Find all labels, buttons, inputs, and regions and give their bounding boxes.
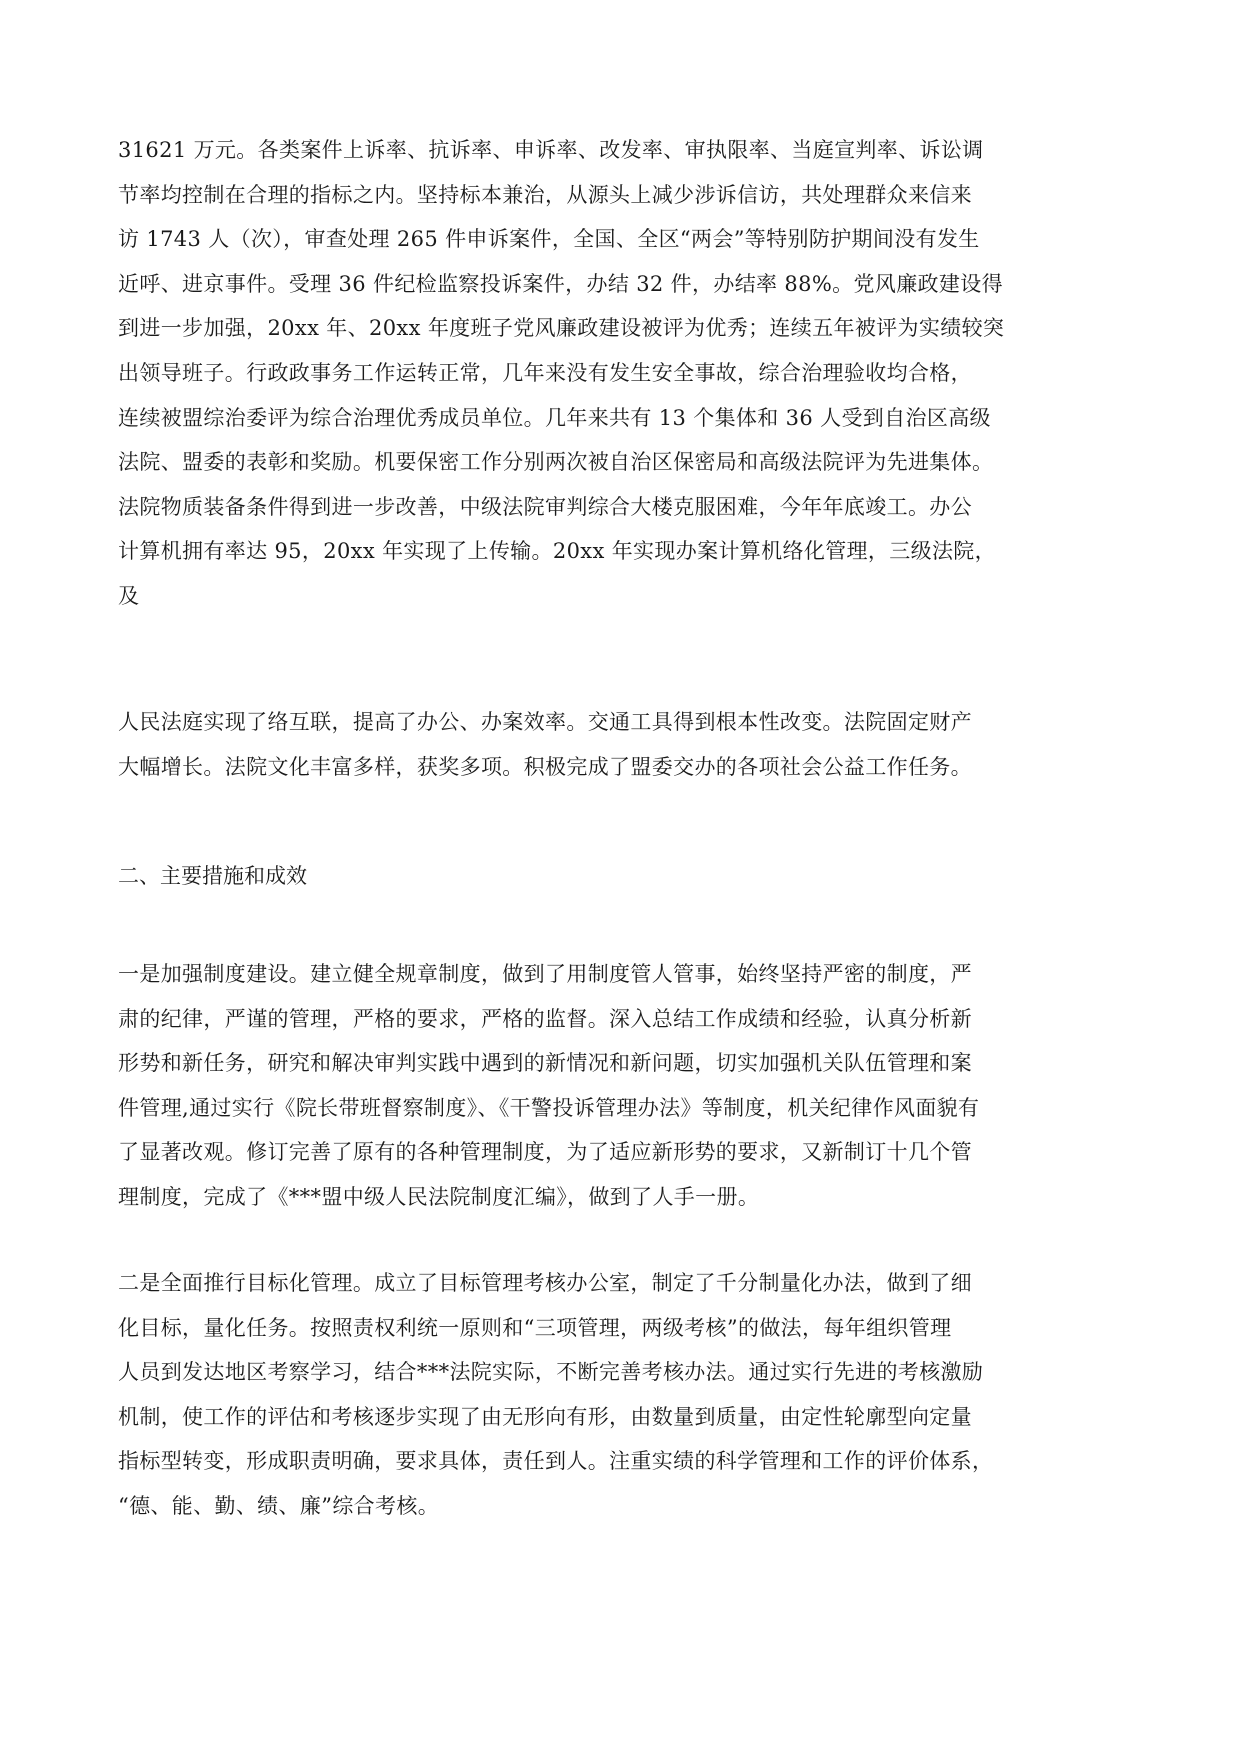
paragraph-3-line: 理制度，完成了《***盟中级人民法院制度汇编》，做到了人手一册。 [118, 1184, 760, 1209]
paragraph-3-line: 形势和新任务，研究和解决审判实践中遇到的新情况和新问题，切实加强机关队伍管理和案 [118, 1051, 972, 1076]
paragraph-4-line: “德、能、勤、绩、廉”综合考核。 [118, 1493, 440, 1518]
paragraph-1-line: 近呼、进京事件。受理 36 件纪检监察投诉案件，办结 32 件，办结率 88%。党风廉政建设得 [118, 271, 1003, 296]
paragraph-4-line: 化目标，量化任务。按照责权利统一原则和“三项管理，两级考核”的做法，每年组织管理 [118, 1315, 952, 1340]
paragraph-4-line: 二是全面推行目标化管理。成立了目标管理考核办公室，制定了千分制量化办法，做到了细 [118, 1271, 972, 1295]
paragraph-1-line: 到进一步加强，20xx 年、20xx 年度班子党风廉政建设被评为优秀；连续五年被评为实绩较突 [118, 316, 1005, 341]
paragraph-3-line: 一是加强制度建设。建立健全规章制度，做到了用制度管人管事，始终坚持严密的制度，严 [118, 962, 972, 986]
paragraph-1-line: 法院、盟委的表彰和奖励。机要保密工作分别两次被自治区保密局和高级法院评为先进集体。 [118, 450, 994, 475]
paragraph-2-line: 人民法庭实现了络互联，提高了办公、办案效率。交通工具得到根本性改变。法院固定财产 [118, 710, 972, 734]
paragraph-3 [118, 952, 1124, 1220]
paragraph-2-line: 大幅增长。法院文化丰富多样，获奖多项。积极完成了盟委交办的各项社会公益工作任务。 [118, 754, 972, 779]
paragraph-3-line: 件管理,通过实行《院长带班督察制度》、《干警投诉管理办法》等制度，机关纪律作风面貌有 [118, 1095, 980, 1120]
paragraph-1-line: 计算机拥有率达 95，20xx 年实现了上传输。20xx 年实现办案计算机络化管理，三级法院， [118, 539, 997, 564]
paragraph-1 [118, 128, 1124, 619]
paragraph-1-line: 法院物质装备条件得到进一步改善，中级法院审判综合大楼克服困难，今年年底竣工。办公 [118, 494, 972, 519]
paragraph-1-line: 及 [118, 583, 140, 608]
paragraph-1-line: 连续被盟综治委评为综合治理优秀成员单位。几年来共有 13 个集体和 36 人受到自治区高级 [118, 405, 991, 430]
paragraph-2 [118, 700, 1124, 789]
paragraph-1-line: 31621 万元。各类案件上诉率、抗诉率、申诉率、改发率、审执限率、当庭宣判率、诉讼调 [118, 138, 984, 162]
section-heading: 二、主要措施和成效 [118, 864, 307, 888]
paragraph-4-line: 指标型转变，形成职责明确，要求具体，责任到人。注重实绩的科学管理和工作的评价体系， [118, 1449, 994, 1474]
paragraph-1-line: 节率均控制在合理的指标之内。坚持标本兼治，从源头上减少涉诉信访，共处理群众来信来 [118, 182, 972, 207]
paragraph-1-line: 出领导班子。行政政事务工作运转正常，几年来没有发生安全事故，综合治理验收均合格， [118, 360, 972, 385]
paragraph-3-line: 肃的纪律，严谨的管理，严格的要求，严格的监督。深入总结工作成绩和经验，认真分析新 [118, 1006, 972, 1031]
paragraph-4 [118, 1261, 1124, 1529]
paragraph-1-line: 访 1743 人（次），审查处理 265 件申诉案件，全国、全区“两会”等特别防护期间没有发生 [118, 227, 980, 252]
paragraph-3-line: 了显著改观。修订完善了原有的各种管理制度，为了适应新形势的要求，又新制订十几个管 [118, 1140, 972, 1165]
paragraph-4-line: 人员到发达地区考察学习，结合***法院实际，不断完善考核办法。通过实行先进的考核激励 [118, 1360, 984, 1385]
paragraph-4-line: 机制，使工作的评估和考核逐步实现了由无形向有形，由数量到质量，由定性轮廓型向定量 [118, 1404, 972, 1429]
